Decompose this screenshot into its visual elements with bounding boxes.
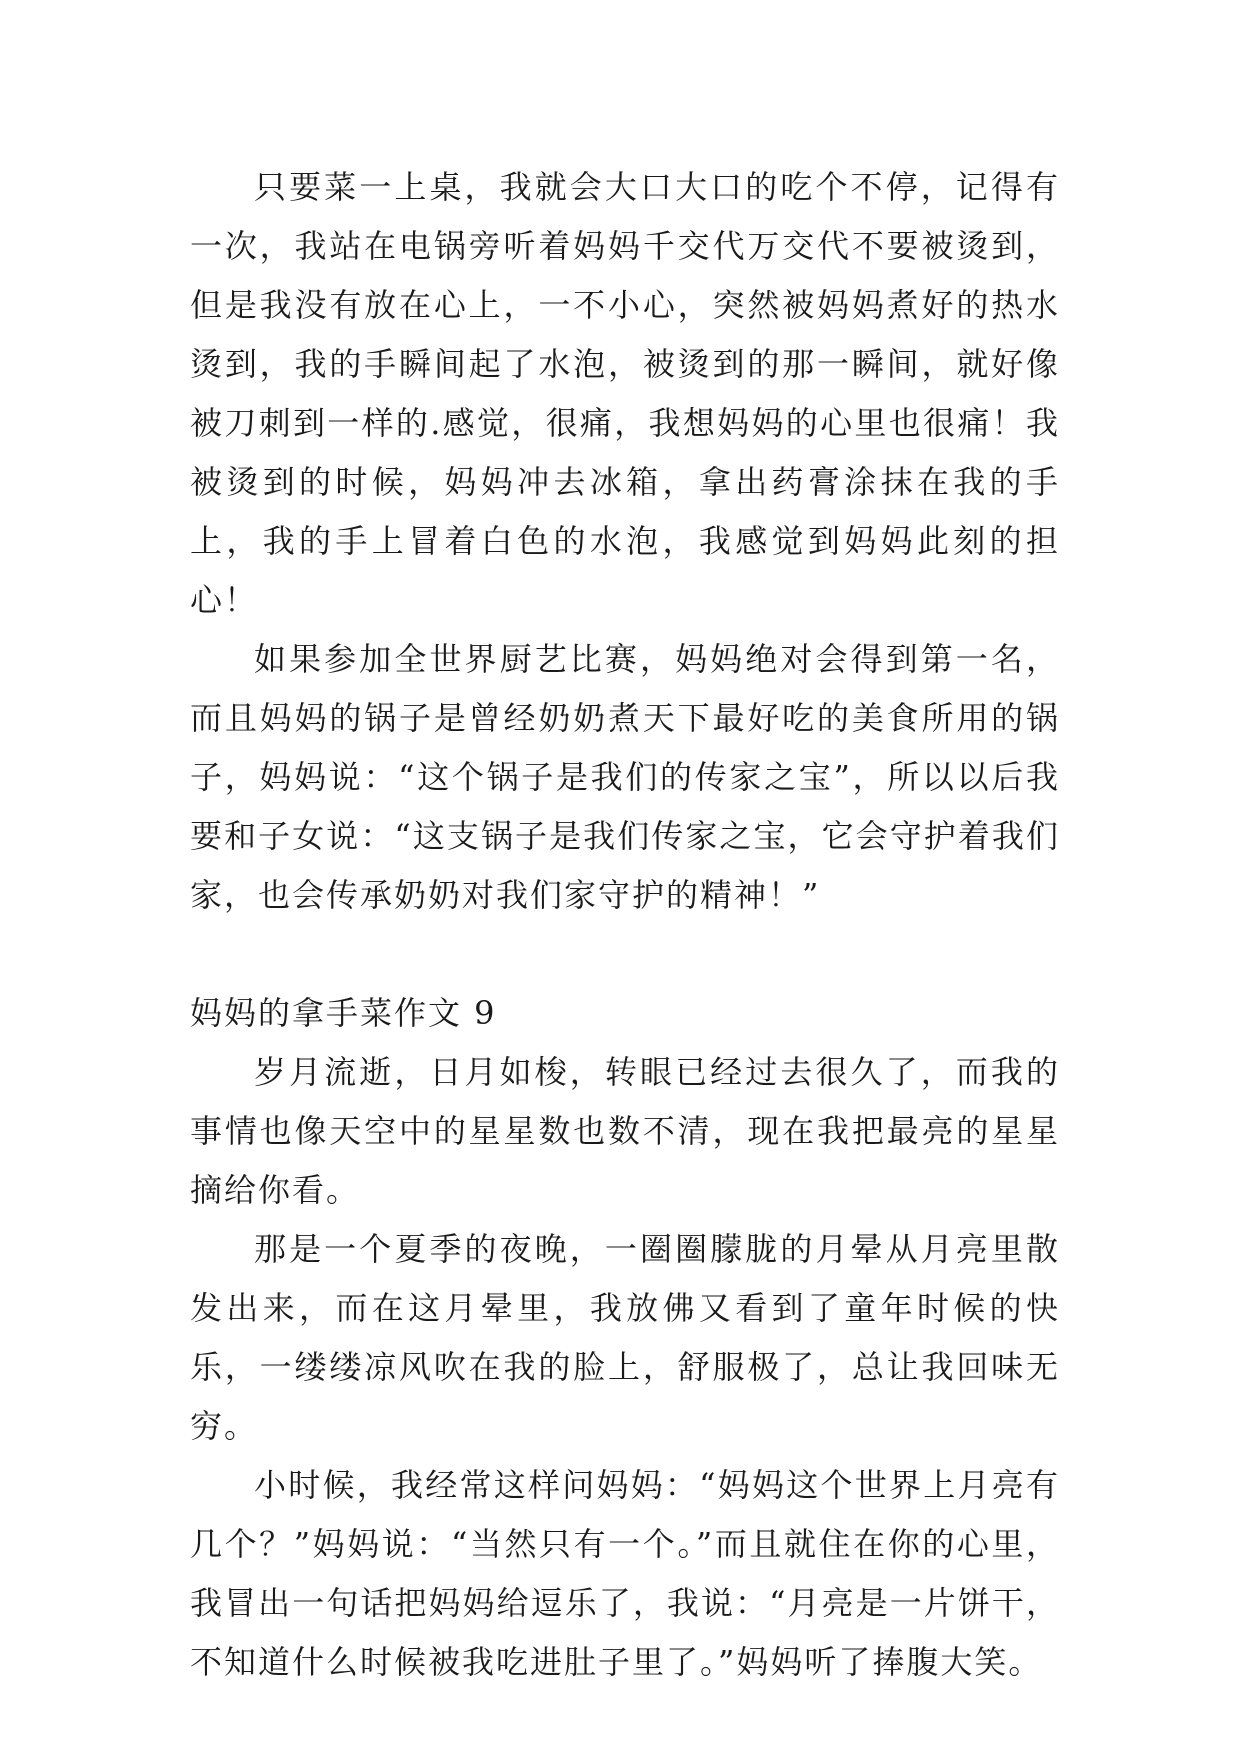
- paragraph: 如果参加全世界厨艺比赛，妈妈绝对会得到第一名，而且妈妈的锅子是曾经奶奶煮天下最好吃的美食所用的锅子，妈妈说：“这个锅子是我们的传家之宝”，所以以后我要和子女说：“这支锅子是我们传家之宝，它会守护着我们家，也会传承奶奶对我们家守护的精神！”: [190, 640, 1060, 914]
- paragraph: 岁月流逝，日月如梭，转眼已经过去很久了，而我的事情也像天空中的星星数也数不清，现在我把最亮的星星摘给你看。: [190, 1053, 1060, 1209]
- essay-title: 妈妈的拿手菜作文 9: [190, 994, 497, 1032]
- paragraph: 小时候，我经常这样问妈妈：“妈妈这个世界上月亮有几个？”妈妈说：“当然只有一个。”而且就住在你的心里，我冒出一句话把妈妈给逗乐了，我说：“月亮是一片饼干，不知道什么时候被我吃进肚子里了。”妈妈听了捧腹大笑。: [190, 1466, 1060, 1681]
- document-body: [190, 158, 1060, 1692]
- section-gap: [190, 925, 1060, 984]
- paragraph: 那是一个夏季的夜晚，一圈圈朦胧的月晕从月亮里散发出来，而在这月晕里，我放佛又看到了童年时候的快乐，一缕缕凉风吹在我的脸上，舒服极了，总让我回味无穷。: [190, 1230, 1060, 1445]
- paragraph: 只要菜一上桌，我就会大口大口的吃个不停，记得有一次，我站在电锅旁听着妈妈千交代万交代不要被烫到，但是我没有放在心上，一不小心，突然被妈妈煮好的热水烫到，我的手瞬间起了水泡，被烫到的那一瞬间，就好像被刀刺到一样的.感觉，很痛，我想妈妈的心里也很痛！我被烫到的时候，妈妈冲去冰箱，拿出药膏涂抹在我的手上，我的手上冒着白色的水泡，我感觉到妈妈此刻的担心！: [190, 168, 1060, 619]
